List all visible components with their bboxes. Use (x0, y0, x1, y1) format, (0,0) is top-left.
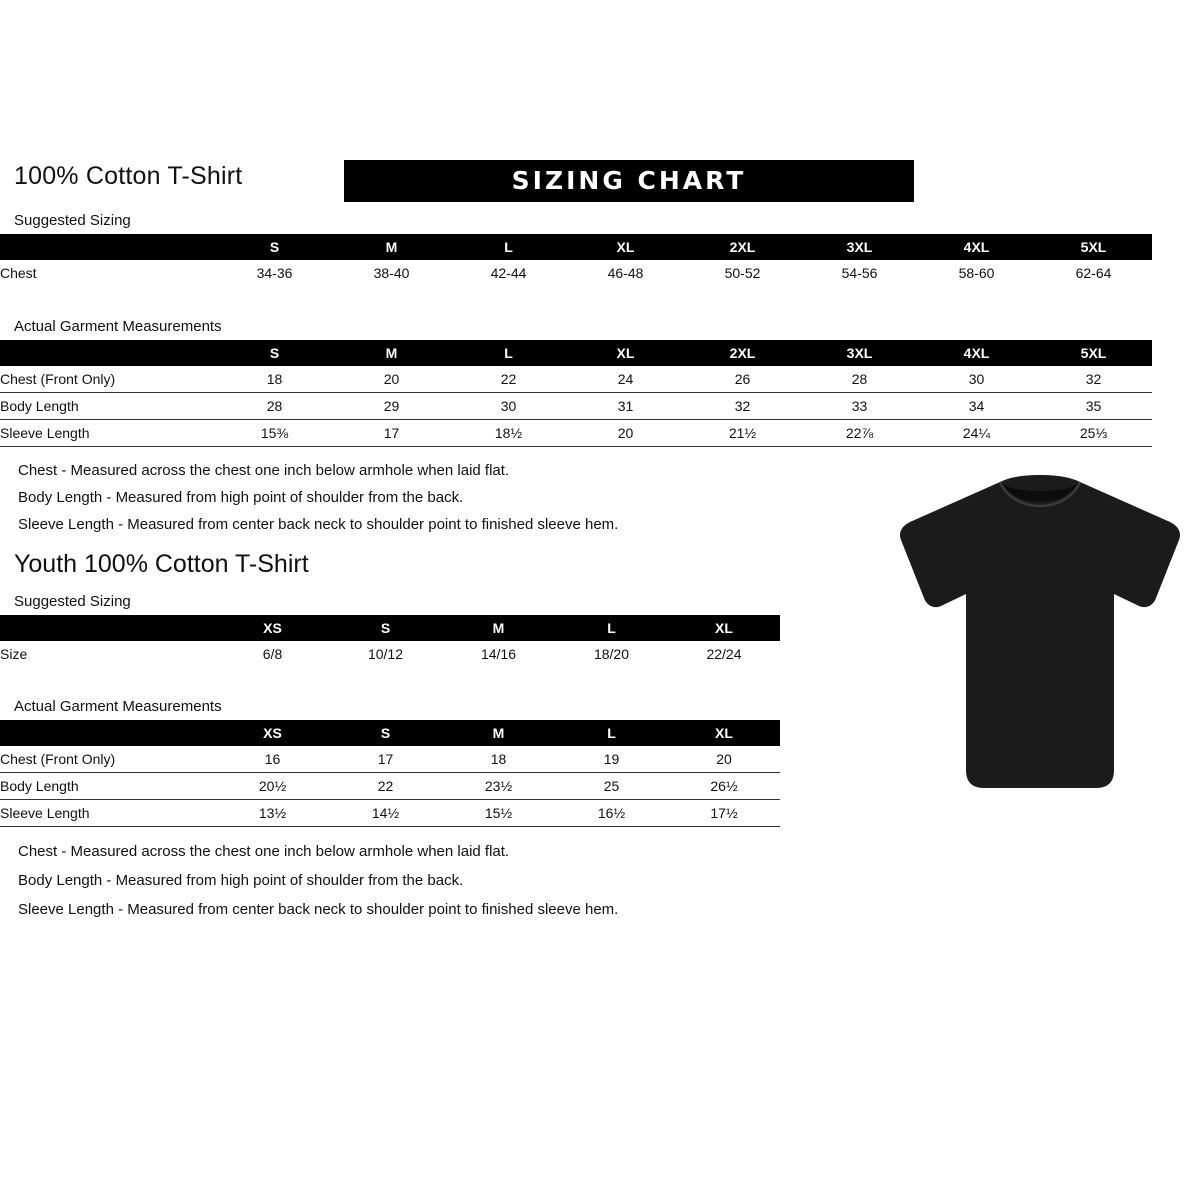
column-header: XL (668, 720, 780, 746)
measurement-cell: 19 (555, 746, 668, 773)
row-label: Size (0, 646, 28, 662)
measurement-cell: 32 (1035, 366, 1152, 393)
column-header: XS (216, 615, 329, 641)
table-row (0, 641, 780, 667)
measurement-cell: 24 (567, 366, 684, 393)
measurement-cell: 28 (801, 366, 918, 393)
measurement-cell: 20 (333, 366, 450, 393)
column-header: 4XL (918, 234, 1035, 260)
header-row (14, 160, 1186, 204)
measurement-cell: 32 (684, 393, 801, 420)
measurement-cell: 54-56 (841, 265, 878, 281)
row-label: Body Length (0, 773, 216, 800)
table-row (0, 366, 1152, 393)
measurement-cell: 18/20 (593, 646, 630, 662)
column-header: XS (216, 720, 329, 746)
measurement-cell: 21½ (684, 420, 801, 447)
column-header: 5XL (1035, 340, 1152, 366)
column-header: 3XL (801, 234, 918, 260)
adult-suggested-sizing-table (0, 234, 1152, 286)
column-header: M (333, 340, 450, 366)
table-row (0, 260, 1152, 286)
column-header: S (216, 234, 333, 260)
measurement-cell: 23½ (442, 773, 555, 800)
youth-suggested-sizing-table (0, 615, 780, 667)
column-header: L (450, 234, 567, 260)
column-header: M (442, 720, 555, 746)
adult-note-chest: Chest - Measured across the chest one inch below armhole when laid flat. (18, 462, 510, 479)
measurement-cell: 18½ (450, 420, 567, 447)
measurement-cell: 30 (918, 366, 1035, 393)
measurement-cell: 20 (567, 420, 684, 447)
measurement-cell: 22/24 (706, 646, 742, 662)
table-header-row (0, 234, 1152, 260)
column-header: S (329, 720, 442, 746)
measurement-cell: 10/12 (367, 646, 404, 662)
row-label: Sleeve Length (0, 800, 216, 827)
measurement-cell: 16 (216, 746, 329, 773)
measurement-cell: 34-36 (256, 265, 293, 281)
table-header-row (0, 615, 780, 641)
row-label: Body Length (0, 393, 216, 420)
measurement-cell: 18 (216, 366, 333, 393)
youth-suggested-sizing-label: Suggested Sizing (14, 593, 131, 610)
adult-note-sleeve-length: Sleeve Length - Measured from center back neck to shoulder point to finished sleeve hem. (18, 516, 619, 533)
column-header: 3XL (801, 340, 918, 366)
column-header: 4XL (918, 340, 1035, 366)
measurement-cell: 25 (555, 773, 668, 800)
column-header: 2XL (684, 340, 801, 366)
measurement-cell: 15⅜ (216, 420, 333, 447)
column-header-blank (0, 234, 216, 260)
column-header: 2XL (684, 234, 801, 260)
measurement-cell: 22⅞ (801, 420, 918, 447)
youth-actual-measurements-table (0, 720, 780, 827)
measurement-cell: 38-40 (373, 265, 410, 281)
table-row (0, 800, 780, 827)
measurement-cell: 13½ (216, 800, 329, 827)
measurement-cell: 31 (567, 393, 684, 420)
measurement-cell: 46-48 (607, 265, 644, 281)
sizing-chart-banner (344, 160, 914, 202)
measurement-cell: 42-44 (490, 265, 527, 281)
measurement-cell: 28 (216, 393, 333, 420)
column-header: L (450, 340, 567, 366)
column-header: M (333, 234, 450, 260)
measurement-cell: 29 (333, 393, 450, 420)
measurement-cell: 16½ (555, 800, 668, 827)
measurement-cell: 25⅓ (1035, 420, 1152, 447)
column-header: S (329, 615, 442, 641)
column-header-blank (0, 720, 216, 746)
column-header-blank (0, 615, 216, 641)
measurement-cell: 14½ (329, 800, 442, 827)
table-header-row (0, 340, 1152, 366)
measurement-cell: 6/8 (262, 646, 283, 662)
column-header: XL (567, 234, 684, 260)
table-header-row (0, 720, 780, 746)
table-row (0, 393, 1152, 420)
measurement-cell: 24¼ (918, 420, 1035, 447)
youth-note-sleeve-length: Sleeve Length - Measured from center back neck to shoulder point to finished sleeve hem. (18, 901, 619, 918)
table-row (0, 420, 1152, 447)
measurement-cell: 30 (450, 393, 567, 420)
measurement-cell: 17 (329, 746, 442, 773)
column-header-blank (0, 340, 216, 366)
column-header: M (442, 615, 555, 641)
sizing-chart-banner-label: SIZING CHART (511, 166, 747, 195)
measurement-cell: 15½ (442, 800, 555, 827)
measurement-cell: 18 (442, 746, 555, 773)
column-header: L (555, 720, 668, 746)
measurement-cell: 33 (801, 393, 918, 420)
page-title: 100% Cotton T-Shirt (14, 162, 243, 190)
row-label: Chest (Front Only) (0, 366, 216, 393)
measurement-cell: 26½ (668, 773, 780, 800)
adult-note-body-length: Body Length - Measured from high point of shoulder from the back. (18, 489, 464, 506)
row-label: Sleeve Length (0, 420, 216, 447)
column-header: L (555, 615, 668, 641)
column-header: XL (668, 615, 780, 641)
measurement-cell: 50-52 (724, 265, 761, 281)
measurement-cell: 17½ (668, 800, 780, 827)
youth-actual-measurements-label: Actual Garment Measurements (14, 698, 222, 715)
column-header: 5XL (1035, 234, 1152, 260)
measurement-cell: 34 (918, 393, 1035, 420)
black-tshirt-icon (890, 470, 1190, 810)
measurement-cell: 20½ (216, 773, 329, 800)
measurement-cell: 22 (450, 366, 567, 393)
table-row (0, 773, 780, 800)
column-header: XL (567, 340, 684, 366)
column-header: S (216, 340, 333, 366)
youth-section-title: Youth 100% Cotton T-Shirt (14, 550, 309, 578)
table-row (0, 746, 780, 773)
measurement-cell: 26 (684, 366, 801, 393)
measurement-cell: 22 (329, 773, 442, 800)
adult-actual-measurements-label: Actual Garment Measurements (14, 318, 222, 335)
adult-actual-measurements-table (0, 340, 1152, 447)
measurement-cell: 62-64 (1075, 265, 1112, 281)
measurement-cell: 14/16 (480, 646, 517, 662)
measurement-cell: 35 (1035, 393, 1152, 420)
measurement-cell: 17 (333, 420, 450, 447)
youth-note-chest: Chest - Measured across the chest one inch below armhole when laid flat. (18, 843, 510, 860)
row-label: Chest (Front Only) (0, 746, 216, 773)
adult-suggested-sizing-label: Suggested Sizing (14, 212, 131, 229)
measurement-cell: 20 (668, 746, 780, 773)
youth-note-body-length: Body Length - Measured from high point of shoulder from the back. (18, 872, 464, 889)
tshirt-image (890, 470, 1190, 810)
row-label: Chest (0, 265, 37, 281)
measurement-cell: 58-60 (958, 265, 995, 281)
